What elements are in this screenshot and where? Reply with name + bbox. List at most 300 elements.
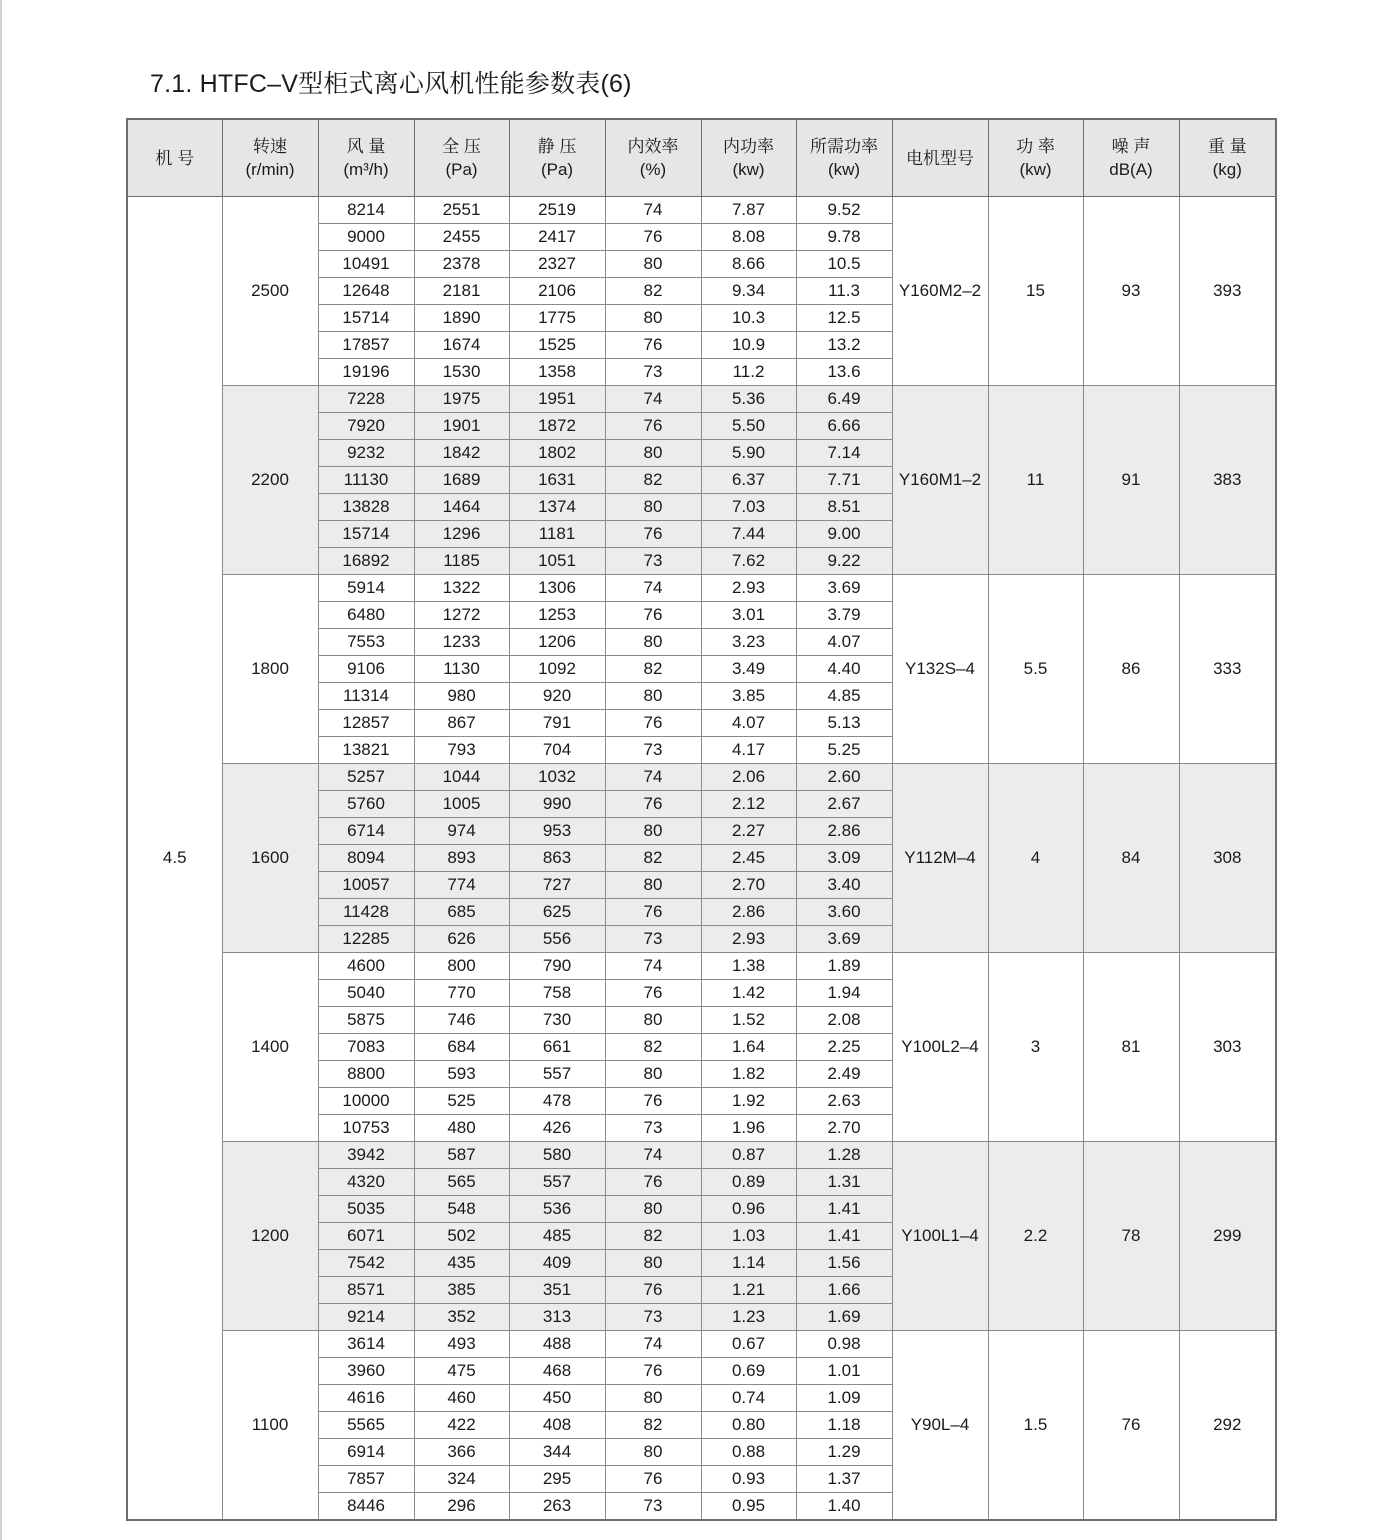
airflow-cell: 9214: [318, 1304, 414, 1331]
efficiency-cell: 82: [605, 278, 701, 305]
internal-power-cell: 0.96: [701, 1196, 796, 1223]
total-pressure-cell: 525: [414, 1088, 509, 1115]
static-pressure-cell: 2519: [509, 197, 605, 224]
static-pressure-cell: 791: [509, 710, 605, 737]
airflow-cell: 19196: [318, 359, 414, 386]
airflow-cell: 5914: [318, 575, 414, 602]
airflow-cell: 10753: [318, 1115, 414, 1142]
speed-cell: 2200: [222, 386, 318, 575]
static-pressure-cell: 1092: [509, 656, 605, 683]
efficiency-cell: 80: [605, 1439, 701, 1466]
weight-cell: 308: [1179, 764, 1276, 953]
internal-power-cell: 2.93: [701, 926, 796, 953]
total-pressure-cell: 770: [414, 980, 509, 1007]
airflow-cell: 8800: [318, 1061, 414, 1088]
internal-power-cell: 1.23: [701, 1304, 796, 1331]
internal-power-cell: 3.23: [701, 629, 796, 656]
static-pressure-cell: 2106: [509, 278, 605, 305]
required-power-cell: 6.66: [796, 413, 892, 440]
efficiency-cell: 76: [605, 521, 701, 548]
internal-power-cell: 8.66: [701, 251, 796, 278]
static-pressure-cell: 408: [509, 1412, 605, 1439]
efficiency-cell: 76: [605, 413, 701, 440]
total-pressure-cell: 2181: [414, 278, 509, 305]
header-machine-no: [127, 119, 222, 197]
internal-power-cell: 0.74: [701, 1385, 796, 1412]
efficiency-cell: 80: [605, 1196, 701, 1223]
static-pressure-cell: 1181: [509, 521, 605, 548]
static-pressure-cell: 625: [509, 899, 605, 926]
static-pressure-cell: 1374: [509, 494, 605, 521]
static-pressure-cell: 790: [509, 953, 605, 980]
required-power-cell: 1.31: [796, 1169, 892, 1196]
required-power-cell: 1.56: [796, 1250, 892, 1277]
airflow-cell: 8094: [318, 845, 414, 872]
required-power-cell: 1.37: [796, 1466, 892, 1493]
total-pressure-cell: 1130: [414, 656, 509, 683]
total-pressure-cell: 2455: [414, 224, 509, 251]
airflow-cell: 7553: [318, 629, 414, 656]
header-line2: (r/min): [245, 160, 295, 179]
header-efficiency: [605, 119, 701, 197]
total-pressure-cell: 974: [414, 818, 509, 845]
static-pressure-cell: 478: [509, 1088, 605, 1115]
efficiency-cell: 73: [605, 548, 701, 575]
header-required-power: [796, 119, 892, 197]
airflow-cell: 5760: [318, 791, 414, 818]
internal-power-cell: 1.92: [701, 1088, 796, 1115]
efficiency-cell: 80: [605, 872, 701, 899]
required-power-cell: 7.14: [796, 440, 892, 467]
efficiency-cell: 76: [605, 224, 701, 251]
airflow-cell: 16892: [318, 548, 414, 575]
total-pressure-cell: 548: [414, 1196, 509, 1223]
header-total-pressure: [414, 119, 509, 197]
internal-power-cell: 3.01: [701, 602, 796, 629]
table-body: [127, 197, 1276, 1521]
static-pressure-cell: 1358: [509, 359, 605, 386]
total-pressure-cell: 475: [414, 1358, 509, 1385]
efficiency-cell: 82: [605, 1034, 701, 1061]
header-line1: 静 压: [537, 137, 577, 156]
header-line1: 内功率: [723, 137, 774, 156]
efficiency-cell: 76: [605, 1088, 701, 1115]
airflow-cell: 17857: [318, 332, 414, 359]
total-pressure-cell: 1322: [414, 575, 509, 602]
static-pressure-cell: 758: [509, 980, 605, 1007]
noise-cell: 91: [1083, 386, 1179, 575]
noise-cell: 76: [1083, 1331, 1179, 1521]
required-power-cell: 1.94: [796, 980, 892, 1007]
total-pressure-cell: 1005: [414, 791, 509, 818]
required-power-cell: 3.40: [796, 872, 892, 899]
required-power-cell: 9.78: [796, 224, 892, 251]
efficiency-cell: 82: [605, 1412, 701, 1439]
required-power-cell: 1.09: [796, 1385, 892, 1412]
total-pressure-cell: 2378: [414, 251, 509, 278]
static-pressure-cell: 1775: [509, 305, 605, 332]
efficiency-cell: 76: [605, 332, 701, 359]
required-power-cell: 2.08: [796, 1007, 892, 1034]
required-power-cell: 7.71: [796, 467, 892, 494]
total-pressure-cell: 1233: [414, 629, 509, 656]
required-power-cell: 5.25: [796, 737, 892, 764]
internal-power-cell: 8.08: [701, 224, 796, 251]
internal-power-cell: 7.62: [701, 548, 796, 575]
header-line1: 转速: [253, 137, 287, 156]
static-pressure-cell: 557: [509, 1061, 605, 1088]
required-power-cell: 2.63: [796, 1088, 892, 1115]
airflow-cell: 7857: [318, 1466, 414, 1493]
table-row: [127, 953, 1276, 980]
static-pressure-cell: 953: [509, 818, 605, 845]
motor-model-cell: Y90L–4: [892, 1331, 988, 1521]
total-pressure-cell: 685: [414, 899, 509, 926]
noise-cell: 93: [1083, 197, 1179, 386]
efficiency-cell: 76: [605, 980, 701, 1007]
airflow-cell: 7920: [318, 413, 414, 440]
internal-power-cell: 10.9: [701, 332, 796, 359]
static-pressure-cell: 344: [509, 1439, 605, 1466]
static-pressure-cell: 863: [509, 845, 605, 872]
static-pressure-cell: 1051: [509, 548, 605, 575]
internal-power-cell: 4.07: [701, 710, 796, 737]
total-pressure-cell: 296: [414, 1493, 509, 1521]
static-pressure-cell: 580: [509, 1142, 605, 1169]
required-power-cell: 1.41: [796, 1196, 892, 1223]
total-pressure-cell: 2551: [414, 197, 509, 224]
header-static-pressure: [509, 119, 605, 197]
table-row: [127, 575, 1276, 602]
internal-power-cell: 0.95: [701, 1493, 796, 1521]
efficiency-cell: 80: [605, 1007, 701, 1034]
static-pressure-cell: 704: [509, 737, 605, 764]
airflow-cell: 8214: [318, 197, 414, 224]
required-power-cell: 13.2: [796, 332, 892, 359]
header-line2: (%): [639, 160, 667, 179]
efficiency-cell: 74: [605, 764, 701, 791]
static-pressure-cell: 1872: [509, 413, 605, 440]
table-row: [127, 197, 1276, 224]
required-power-cell: 1.89: [796, 953, 892, 980]
internal-power-cell: 3.49: [701, 656, 796, 683]
total-pressure-cell: 867: [414, 710, 509, 737]
static-pressure-cell: 263: [509, 1493, 605, 1521]
motor-model-cell: Y160M1–2: [892, 386, 988, 575]
required-power-cell: 0.98: [796, 1331, 892, 1358]
header-weight: [1179, 119, 1276, 197]
efficiency-cell: 73: [605, 737, 701, 764]
required-power-cell: 6.49: [796, 386, 892, 413]
total-pressure-cell: 435: [414, 1250, 509, 1277]
weight-cell: 292: [1179, 1331, 1276, 1521]
required-power-cell: 2.25: [796, 1034, 892, 1061]
total-pressure-cell: 980: [414, 683, 509, 710]
airflow-cell: 13828: [318, 494, 414, 521]
weight-cell: 393: [1179, 197, 1276, 386]
airflow-cell: 5257: [318, 764, 414, 791]
table-row: [127, 1331, 1276, 1358]
noise-cell: 86: [1083, 575, 1179, 764]
required-power-cell: 2.86: [796, 818, 892, 845]
static-pressure-cell: 468: [509, 1358, 605, 1385]
airflow-cell: 5040: [318, 980, 414, 1007]
header-line1: 内效率: [627, 137, 679, 156]
required-power-cell: 3.69: [796, 926, 892, 953]
total-pressure-cell: 480: [414, 1115, 509, 1142]
required-power-cell: 8.51: [796, 494, 892, 521]
total-pressure-cell: 746: [414, 1007, 509, 1034]
internal-power-cell: 5.36: [701, 386, 796, 413]
efficiency-cell: 82: [605, 467, 701, 494]
internal-power-cell: 2.12: [701, 791, 796, 818]
internal-power-cell: 0.89: [701, 1169, 796, 1196]
airflow-cell: 3942: [318, 1142, 414, 1169]
total-pressure-cell: 1272: [414, 602, 509, 629]
static-pressure-cell: 920: [509, 683, 605, 710]
total-pressure-cell: 587: [414, 1142, 509, 1169]
required-power-cell: 9.22: [796, 548, 892, 575]
airflow-cell: 9232: [318, 440, 414, 467]
airflow-cell: 9000: [318, 224, 414, 251]
static-pressure-cell: 426: [509, 1115, 605, 1142]
required-power-cell: 4.40: [796, 656, 892, 683]
efficiency-cell: 82: [605, 656, 701, 683]
airflow-cell: 11314: [318, 683, 414, 710]
efficiency-cell: 80: [605, 1385, 701, 1412]
airflow-cell: 15714: [318, 305, 414, 332]
speed-cell: 1100: [222, 1331, 318, 1521]
airflow-cell: 4600: [318, 953, 414, 980]
internal-power-cell: 1.14: [701, 1250, 796, 1277]
machine-no-cell: 4.5: [127, 197, 222, 1521]
motor-model-cell: Y100L1–4: [892, 1142, 988, 1331]
airflow-cell: 4320: [318, 1169, 414, 1196]
total-pressure-cell: 626: [414, 926, 509, 953]
static-pressure-cell: 661: [509, 1034, 605, 1061]
internal-power-cell: 1.38: [701, 953, 796, 980]
internal-power-cell: 0.80: [701, 1412, 796, 1439]
header-airflow: [318, 119, 414, 197]
efficiency-cell: 76: [605, 602, 701, 629]
required-power-cell: 12.5: [796, 305, 892, 332]
efficiency-cell: 80: [605, 494, 701, 521]
static-pressure-cell: 485: [509, 1223, 605, 1250]
internal-power-cell: 2.93: [701, 575, 796, 602]
efficiency-cell: 73: [605, 1493, 701, 1521]
required-power-cell: 1.41: [796, 1223, 892, 1250]
internal-power-cell: 2.86: [701, 899, 796, 926]
performance-table: [126, 118, 1277, 1521]
total-pressure-cell: 1185: [414, 548, 509, 575]
required-power-cell: 11.3: [796, 278, 892, 305]
internal-power-cell: 0.67: [701, 1331, 796, 1358]
required-power-cell: 2.49: [796, 1061, 892, 1088]
header-row: [127, 119, 1276, 197]
static-pressure-cell: 1306: [509, 575, 605, 602]
required-power-cell: 1.29: [796, 1439, 892, 1466]
total-pressure-cell: 774: [414, 872, 509, 899]
efficiency-cell: 80: [605, 440, 701, 467]
efficiency-cell: 76: [605, 710, 701, 737]
header-line1: 所需功率: [810, 137, 878, 156]
internal-power-cell: 10.3: [701, 305, 796, 332]
static-pressure-cell: 557: [509, 1169, 605, 1196]
airflow-cell: 11428: [318, 899, 414, 926]
required-power-cell: 1.28: [796, 1142, 892, 1169]
efficiency-cell: 76: [605, 1358, 701, 1385]
static-pressure-cell: 556: [509, 926, 605, 953]
efficiency-cell: 76: [605, 791, 701, 818]
total-pressure-cell: 1689: [414, 467, 509, 494]
efficiency-cell: 76: [605, 1466, 701, 1493]
efficiency-cell: 80: [605, 1250, 701, 1277]
airflow-cell: 3614: [318, 1331, 414, 1358]
static-pressure-cell: 351: [509, 1277, 605, 1304]
static-pressure-cell: 2327: [509, 251, 605, 278]
required-power-cell: 9.00: [796, 521, 892, 548]
required-power-cell: 3.60: [796, 899, 892, 926]
required-power-cell: 2.70: [796, 1115, 892, 1142]
internal-power-cell: 7.87: [701, 197, 796, 224]
airflow-cell: 15714: [318, 521, 414, 548]
total-pressure-cell: 1890: [414, 305, 509, 332]
static-pressure-cell: 1525: [509, 332, 605, 359]
internal-power-cell: 0.87: [701, 1142, 796, 1169]
internal-power-cell: 1.21: [701, 1277, 796, 1304]
speed-cell: 1400: [222, 953, 318, 1142]
header-line1: 风 量: [346, 137, 386, 156]
efficiency-cell: 73: [605, 1115, 701, 1142]
airflow-cell: 3960: [318, 1358, 414, 1385]
static-pressure-cell: 2417: [509, 224, 605, 251]
required-power-cell: 1.66: [796, 1277, 892, 1304]
airflow-cell: 7542: [318, 1250, 414, 1277]
table-row: [127, 764, 1276, 791]
internal-power-cell: 1.03: [701, 1223, 796, 1250]
total-pressure-cell: 593: [414, 1061, 509, 1088]
total-pressure-cell: 385: [414, 1277, 509, 1304]
internal-power-cell: 5.90: [701, 440, 796, 467]
motor-power-cell: 3: [988, 953, 1083, 1142]
total-pressure-cell: 800: [414, 953, 509, 980]
motor-power-cell: 4: [988, 764, 1083, 953]
internal-power-cell: 2.27: [701, 818, 796, 845]
internal-power-cell: 1.52: [701, 1007, 796, 1034]
internal-power-cell: 9.34: [701, 278, 796, 305]
airflow-cell: 10000: [318, 1088, 414, 1115]
header-noise: [1083, 119, 1179, 197]
internal-power-cell: 5.50: [701, 413, 796, 440]
internal-power-cell: 2.70: [701, 872, 796, 899]
airflow-cell: 8571: [318, 1277, 414, 1304]
efficiency-cell: 74: [605, 575, 701, 602]
motor-model-cell: Y112M–4: [892, 764, 988, 953]
total-pressure-cell: 793: [414, 737, 509, 764]
header-internal-power: [701, 119, 796, 197]
airflow-cell: 8446: [318, 1493, 414, 1521]
total-pressure-cell: 460: [414, 1385, 509, 1412]
weight-cell: 299: [1179, 1142, 1276, 1331]
total-pressure-cell: 366: [414, 1439, 509, 1466]
efficiency-cell: 73: [605, 1304, 701, 1331]
airflow-cell: 6480: [318, 602, 414, 629]
total-pressure-cell: 493: [414, 1331, 509, 1358]
internal-power-cell: 1.64: [701, 1034, 796, 1061]
motor-power-cell: 2.2: [988, 1142, 1083, 1331]
required-power-cell: 2.60: [796, 764, 892, 791]
required-power-cell: 1.18: [796, 1412, 892, 1439]
airflow-cell: 5565: [318, 1412, 414, 1439]
total-pressure-cell: 324: [414, 1466, 509, 1493]
required-power-cell: 4.07: [796, 629, 892, 656]
static-pressure-cell: 488: [509, 1331, 605, 1358]
header-line1: 机 号: [155, 148, 195, 168]
required-power-cell: 3.09: [796, 845, 892, 872]
efficiency-cell: 80: [605, 251, 701, 278]
weight-cell: 383: [1179, 386, 1276, 575]
static-pressure-cell: 1206: [509, 629, 605, 656]
required-power-cell: 3.79: [796, 602, 892, 629]
airflow-cell: 9106: [318, 656, 414, 683]
total-pressure-cell: 422: [414, 1412, 509, 1439]
efficiency-cell: 76: [605, 1277, 701, 1304]
airflow-cell: 13821: [318, 737, 414, 764]
static-pressure-cell: 1951: [509, 386, 605, 413]
weight-cell: 303: [1179, 953, 1276, 1142]
static-pressure-cell: 450: [509, 1385, 605, 1412]
internal-power-cell: 4.17: [701, 737, 796, 764]
motor-model-cell: Y160M2–2: [892, 197, 988, 386]
airflow-cell: 7228: [318, 386, 414, 413]
motor-power-cell: 11: [988, 386, 1083, 575]
efficiency-cell: 76: [605, 899, 701, 926]
static-pressure-cell: 536: [509, 1196, 605, 1223]
speed-cell: 1800: [222, 575, 318, 764]
static-pressure-cell: 295: [509, 1466, 605, 1493]
internal-power-cell: 3.85: [701, 683, 796, 710]
table-row: [127, 1142, 1276, 1169]
airflow-cell: 10491: [318, 251, 414, 278]
required-power-cell: 13.6: [796, 359, 892, 386]
efficiency-cell: 82: [605, 845, 701, 872]
required-power-cell: 1.69: [796, 1304, 892, 1331]
page-left-rule: [0, 0, 2, 1540]
efficiency-cell: 80: [605, 305, 701, 332]
airflow-cell: 6914: [318, 1439, 414, 1466]
motor-power-cell: 1.5: [988, 1331, 1083, 1521]
static-pressure-cell: 727: [509, 872, 605, 899]
static-pressure-cell: 990: [509, 791, 605, 818]
required-power-cell: 3.69: [796, 575, 892, 602]
airflow-cell: 6071: [318, 1223, 414, 1250]
airflow-cell: 12285: [318, 926, 414, 953]
efficiency-cell: 74: [605, 1331, 701, 1358]
efficiency-cell: 74: [605, 386, 701, 413]
efficiency-cell: 73: [605, 926, 701, 953]
required-power-cell: 1.01: [796, 1358, 892, 1385]
page-title: 7.1. HTFC–V型柜式离心风机性能参数表(6): [150, 70, 632, 98]
total-pressure-cell: 1044: [414, 764, 509, 791]
noise-cell: 78: [1083, 1142, 1179, 1331]
header-line1: 噪 声: [1111, 137, 1151, 156]
internal-power-cell: 11.2: [701, 359, 796, 386]
header-line2: dB(A): [1109, 160, 1153, 179]
internal-power-cell: 6.37: [701, 467, 796, 494]
header-line2: (kw): [827, 160, 861, 179]
total-pressure-cell: 502: [414, 1223, 509, 1250]
internal-power-cell: 0.88: [701, 1439, 796, 1466]
